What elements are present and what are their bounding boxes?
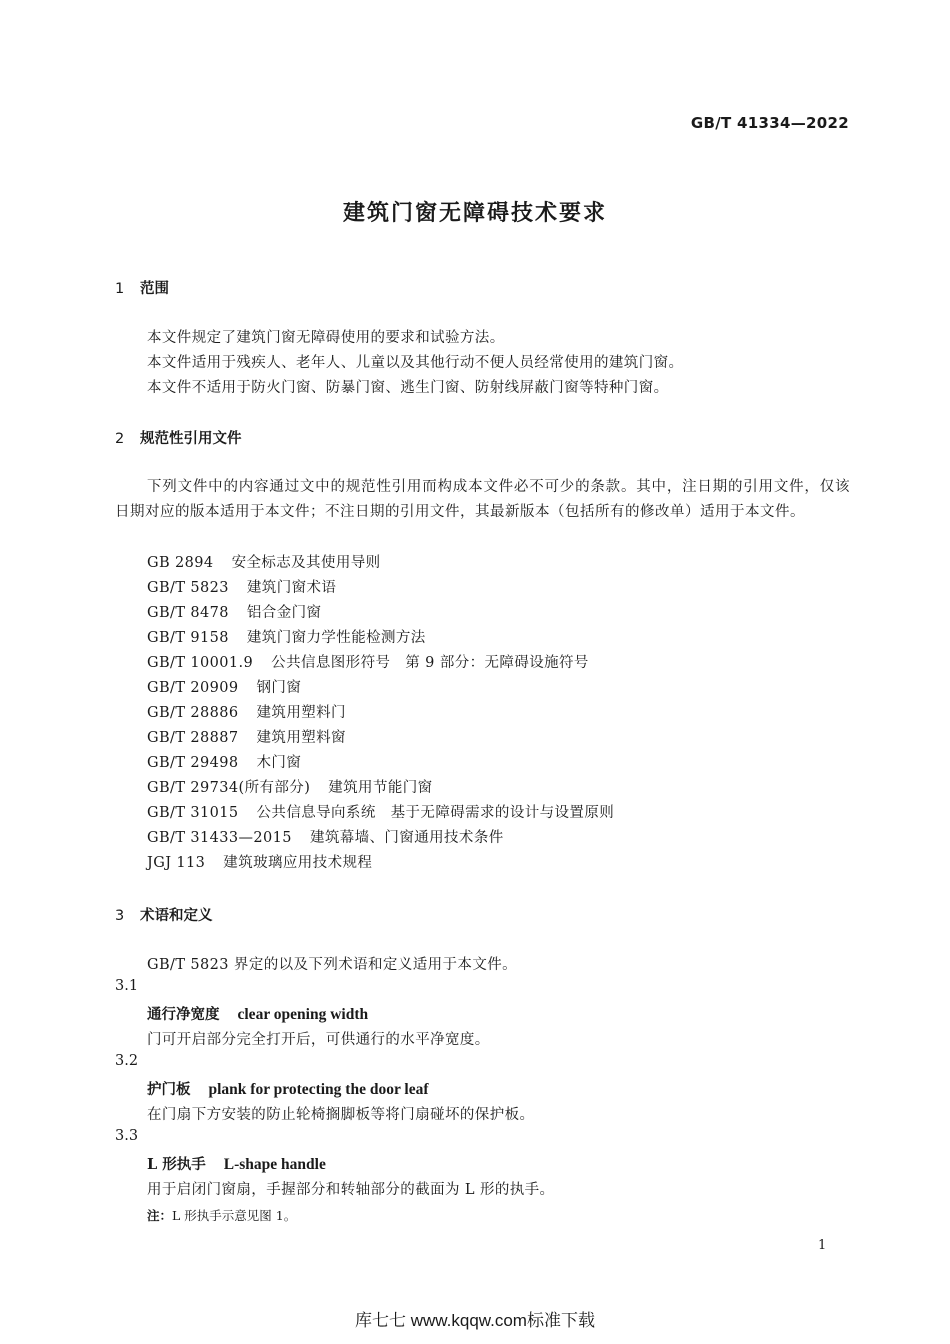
note (147, 1206, 296, 1224)
reference-code: GB/T 29498 (147, 755, 239, 771)
reference-code: GB/T 9158 (147, 630, 229, 646)
section-number: 2 (115, 431, 125, 447)
reference-item (147, 726, 346, 747)
term-zh: L 形执手 (147, 1156, 206, 1173)
reference-code: GB/T 28887 (147, 730, 239, 746)
reference-title: 建筑玻璃应用技术规程 (223, 855, 373, 871)
reference-title: 安全标志及其使用导则 (231, 555, 381, 571)
reference-code: JGJ 113 (147, 855, 206, 871)
reference-item (147, 776, 433, 797)
note-text: L 形执手示意见图 1。 (172, 1208, 297, 1223)
term-definition: 用于启闭门窗扇，手握部分和转轴部分的截面为 L 形的执手。 (147, 1182, 555, 1198)
reference-code: GB/T 28886 (147, 705, 239, 721)
term-number: 3.1 (115, 978, 139, 994)
reference-title: 建筑用塑料门 (256, 705, 346, 721)
reference-title: 建筑门窗术语 (246, 580, 337, 596)
reference-code: GB/T 31015 (147, 805, 239, 821)
section-number: 1 (115, 281, 125, 297)
reference-title: 公共信息导向系统 基于无障碍需求的设计与设置原则 (256, 805, 615, 821)
section-title: 规范性引用文件 (140, 431, 242, 447)
reference-code: GB/T 20909 (147, 680, 239, 696)
term-heading (147, 1153, 326, 1174)
section-3-heading (115, 904, 213, 925)
paragraph: 本文件不适用于防火门窗、防暴门窗、逃生门窗、防射线屏蔽门窗等特种门窗。 (147, 380, 669, 396)
reference-title: 铝合金门窗 (246, 605, 322, 621)
reference-title: 建筑用节能门窗 (328, 780, 433, 796)
term-zh: 护门板 (147, 1081, 191, 1098)
page-number: 1 (818, 1238, 827, 1253)
term-en: clear opening width (237, 1006, 369, 1023)
reference-item (147, 751, 301, 772)
reference-code: GB/T 31433—2015 (147, 830, 292, 846)
reference-code: GB/T 8478 (147, 605, 229, 621)
reference-title: 钢门窗 (256, 680, 302, 696)
reference-title: 建筑幕墙、门窗通用技术条件 (309, 830, 504, 846)
paragraph: 本文件适用于残疾人、老年人、儿童以及其他行动不便人员经常使用的建筑门窗。 (147, 355, 684, 371)
paragraph: 本文件规定了建筑门窗无障碍使用的要求和试验方法。 (147, 330, 505, 346)
term-number: 3.2 (115, 1053, 139, 1069)
term-heading (147, 1078, 429, 1099)
term-en: plank for protecting the door leaf (208, 1081, 429, 1098)
intro-paragraph: 下列文件中的内容通过文中的规范性引用而构成本文件必不可少的条款。其中，注日期的引用文件，仅该日期对应的版本适用于本文件；不注日期的引用文件，其最新版本（包括所有的修改单）适用于本文件。 (115, 479, 850, 520)
term-number: 3.3 (115, 1128, 139, 1144)
term-definition: 门可开启部分完全打开后，可供通行的水平净宽度。 (147, 1032, 490, 1048)
document-title: 建筑门窗无障碍技术要求 (342, 201, 607, 226)
term-zh: 通行净宽度 (147, 1006, 220, 1023)
reference-code: GB/T 5823 (147, 580, 229, 596)
reference-item (147, 701, 346, 722)
section-1-heading (115, 277, 169, 298)
reference-item (147, 851, 372, 872)
term-en: L-shape handle (223, 1156, 326, 1173)
footer-watermark: 库七七 www.kqqw.com标准下载 (355, 1311, 595, 1330)
section-2-heading (115, 427, 242, 448)
term-heading (147, 1003, 368, 1024)
note-label: 注： (147, 1208, 173, 1223)
reference-title: 建筑门窗力学性能检测方法 (246, 630, 426, 646)
reference-code: GB 2894 (147, 555, 214, 571)
reference-code: GB/T 10001.9 (147, 655, 254, 671)
reference-title: 建筑用塑料窗 (256, 730, 346, 746)
intro-paragraph: GB/T 5823 界定的以及下列术语和定义适用于本文件。 (147, 957, 518, 973)
reference-item (147, 651, 589, 672)
section-number: 3 (115, 908, 125, 924)
reference-item (147, 626, 426, 647)
reference-item (147, 601, 321, 622)
reference-code: GB/T 29734(所有部分) (147, 780, 311, 796)
reference-item (147, 826, 504, 847)
reference-title: 公共信息图形符号 第 9 部分：无障碍设施符号 (271, 655, 589, 671)
reference-title: 木门窗 (256, 755, 302, 771)
reference-item (147, 576, 336, 597)
standard-code: GB/T 41334—2022 (690, 114, 849, 132)
term-definition: 在门扇下方安装的防止轮椅搁脚板等将门扇碰坏的保护板。 (147, 1107, 535, 1123)
section-title: 范围 (140, 281, 169, 297)
section-title: 术语和定义 (140, 908, 213, 924)
reference-item (147, 801, 614, 822)
reference-item (147, 676, 301, 697)
reference-item (147, 551, 381, 572)
